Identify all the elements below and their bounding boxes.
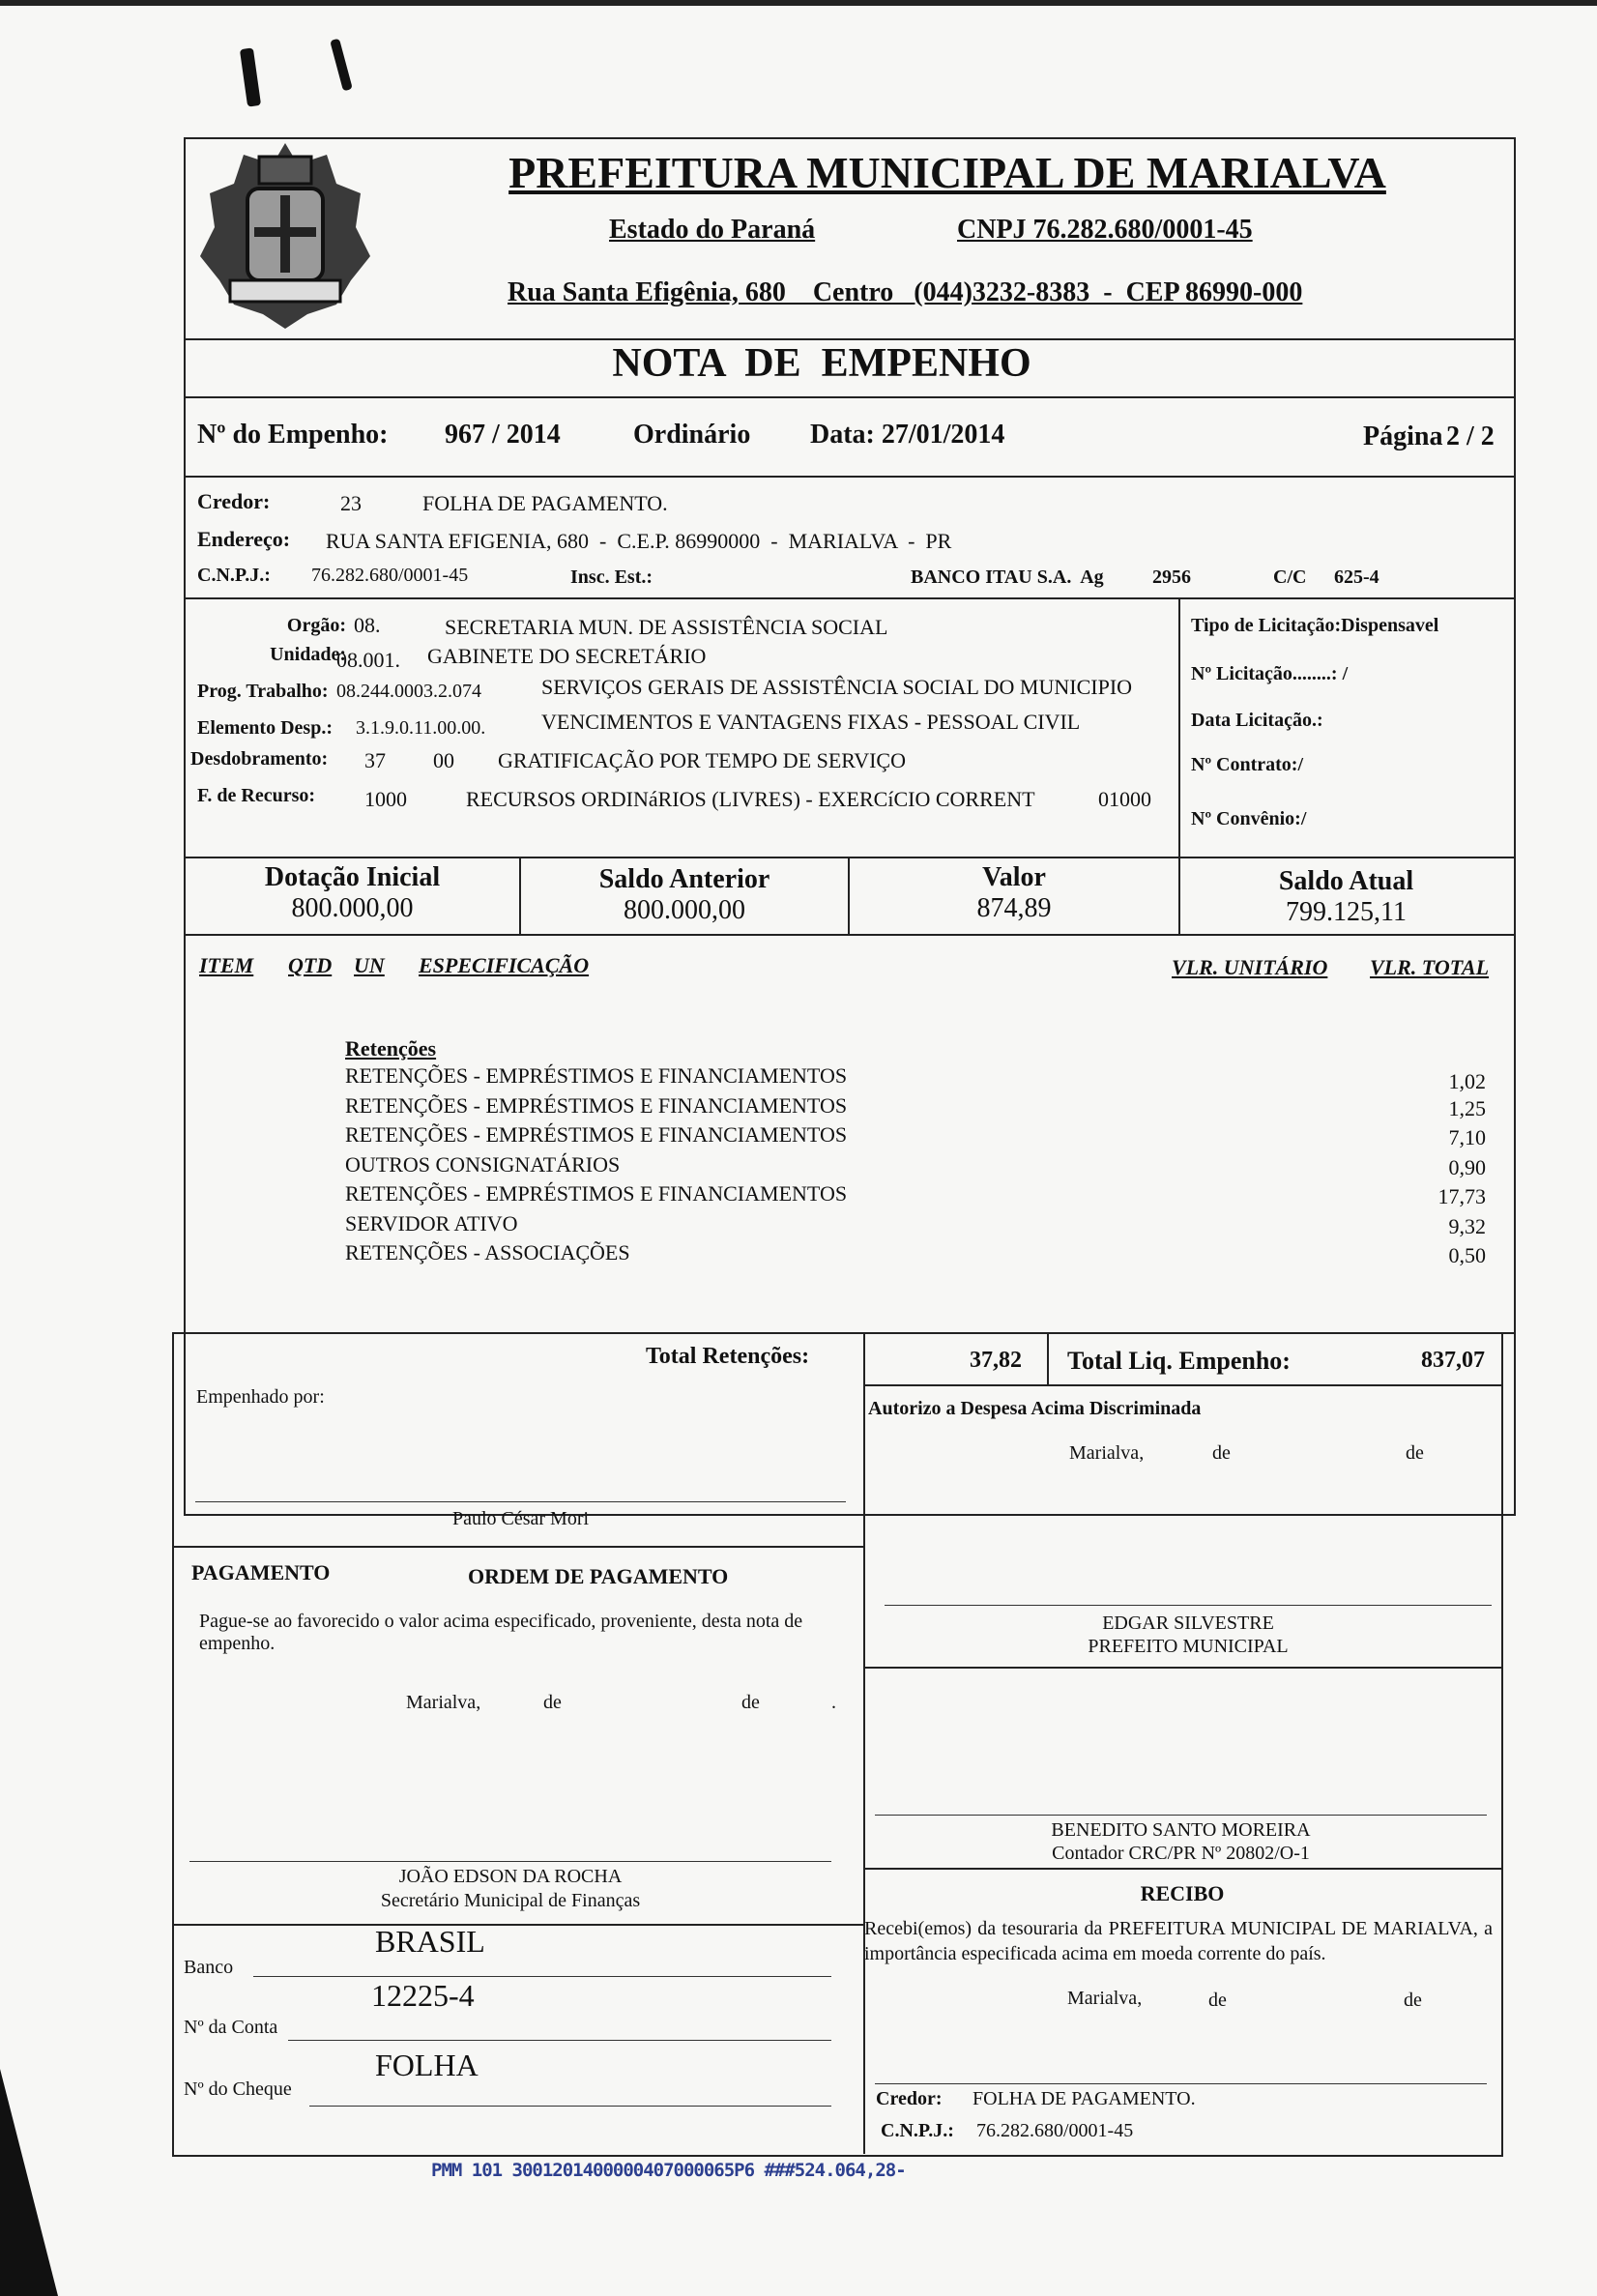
unidade-code: 08.001. — [336, 648, 400, 672]
divider — [1178, 597, 1180, 858]
insc-est-label: Insc. Est.: — [570, 567, 653, 588]
divider — [863, 1868, 1501, 1870]
list-item — [345, 1211, 1486, 1241]
date-de-2: de — [1406, 1442, 1424, 1464]
header-address: Rua Santa Efigênia, 680 Centro (044)3232-8383 - CEP 86990-000 — [508, 277, 1303, 307]
saldo-valor — [850, 862, 1178, 924]
prefeito-name: EDGAR SILVESTRE — [1102, 1613, 1274, 1634]
retencao-value: 1,02 — [1448, 1069, 1486, 1093]
contador-title: Contador CRC/PR Nº 20802/O-1 — [1052, 1843, 1310, 1864]
credor-name: FOLHA DE PAGAMENTO. — [422, 491, 668, 515]
contador-name: BENEDITO SANTO MOREIRA — [1051, 1819, 1311, 1841]
state-label: Estado do Paraná — [609, 215, 816, 245]
recurso-number: 01000 — [1098, 787, 1151, 811]
bank-name: BANCO ITAU S.A. Ag — [911, 567, 1104, 588]
recurso-name: RECURSOS ORDINáRIOS (LIVRES) - EXERCíCIO CORRENT — [466, 787, 1035, 811]
total-retencoes-label: Total Retenções: — [646, 1344, 810, 1369]
banco-label: Banco — [184, 1957, 234, 1978]
cheque-value: FOLHA — [375, 2048, 479, 2082]
recibo-cnpj-label: C.N.P.J.: — [881, 2120, 954, 2141]
data-licitacao: Data Licitação.: — [1191, 710, 1323, 731]
scan-top-bar — [0, 0, 1597, 6]
saldo-atual-label: Saldo Atual — [1278, 866, 1414, 896]
divider — [184, 597, 1514, 599]
prog-name: SERVIÇOS GERAIS DE ASSISTÊNCIA SOCIAL DO MUNICIPIO — [541, 675, 1133, 699]
saldo-atual-value: 799.125,11 — [1286, 897, 1407, 927]
empenho-number: 967 / 2014 — [445, 420, 561, 450]
list-item — [345, 1122, 1486, 1152]
signature-line — [885, 1605, 1492, 1606]
credor-cnpj: 76.282.680/0001-45 — [311, 565, 469, 586]
saldo-valor-label: Valor — [982, 862, 1046, 892]
prog-code: 08.244.0003.2.074 — [336, 681, 481, 702]
saldo-anterior — [521, 864, 848, 926]
form-frame-lower — [172, 1332, 1503, 2157]
numero-licitacao: Nº Licitação........: / — [1191, 663, 1349, 684]
cheque-line — [309, 2106, 831, 2107]
desdobramento-label: Desdobramento: — [190, 748, 329, 770]
empenho-date: Data: 27/01/2014 — [810, 420, 1005, 450]
total-retencoes-value: 37,82 — [970, 1348, 1022, 1373]
list-item — [345, 1063, 1486, 1093]
empenho-number-label: Nº do Empenho: — [197, 420, 389, 450]
conta-line — [288, 2040, 831, 2041]
divider — [172, 1546, 864, 1548]
elemento-name: VENCIMENTOS E VANTAGENS FIXAS - PESSOAL CIVIL — [541, 710, 1081, 734]
recibo-cnpj-value: 76.282.680/0001-45 — [976, 2120, 1134, 2141]
recibo-credor-label: Credor: — [876, 2088, 943, 2109]
divider — [184, 934, 1514, 936]
list-item — [345, 1181, 1486, 1211]
document-title: NOTA DE EMPENHO — [612, 341, 1031, 386]
col-vlr-total: VLR. TOTAL — [1370, 955, 1490, 979]
date-de-1: de — [1212, 1442, 1231, 1464]
retencao-desc: SERVIDOR ATIVO — [345, 1210, 518, 1235]
credor-address: RUA SANTA EFIGENIA, 680 - C.E.P. 86990000 - MARIALVA - PR — [326, 529, 952, 553]
scan-corner-mark — [0, 2069, 58, 2296]
divider — [184, 476, 1514, 478]
unidade-name: GABINETE DO SECRETÁRIO — [427, 644, 707, 668]
list-item — [345, 1240, 1486, 1270]
divider — [863, 1384, 1501, 1386]
desdobramento-sub: 00 — [433, 748, 454, 772]
col-vlr-unitario: VLR. UNITÁRIO — [1172, 955, 1328, 979]
municipal-crest-icon — [191, 135, 379, 334]
header-cnpj: CNPJ 76.282.680/0001-45 — [957, 215, 1253, 245]
orgao-code: 08. — [354, 613, 381, 637]
col-item: ITEM — [199, 953, 254, 977]
cc-label: C/C — [1273, 567, 1307, 588]
divider — [172, 1924, 864, 1926]
marialva-label: Marialva, — [1067, 1988, 1143, 2009]
signature-line — [875, 1815, 1487, 1816]
col-qtd: QTD — [288, 953, 333, 977]
saldo-dotacao — [186, 862, 519, 924]
recibo-credor-value: FOLHA DE PAGAMENTO. — [973, 2088, 1196, 2109]
prog-label: Prog. Trabalho: — [197, 681, 329, 702]
cc-value: 625-4 — [1334, 567, 1379, 588]
conta-value: 12225-4 — [371, 1978, 475, 2013]
divider — [184, 396, 1514, 398]
divider — [1047, 1332, 1049, 1384]
ordem-pagamento-label: ORDEM DE PAGAMENTO — [468, 1564, 729, 1588]
numero-contrato: Nº Contrato:/ — [1191, 754, 1304, 775]
marialva-label: Marialva, — [406, 1692, 481, 1713]
prefeito-title: PREFEITO MUNICIPAL — [1088, 1636, 1289, 1657]
retencao-value: 17,73 — [1437, 1184, 1486, 1208]
orgao-label: Orgão: — [286, 615, 346, 636]
retencoes-title: Retenções — [345, 1036, 437, 1061]
bank-agency: 2956 — [1152, 567, 1191, 588]
empenhado-por-name: Paulo César Mori — [451, 1508, 590, 1529]
retencao-desc: RETENÇÕES - ASSOCIAÇÕES — [345, 1240, 630, 1264]
credor-label: Credor: — [197, 489, 271, 513]
autorizo-label: Autorizo a Despesa Acima Discriminada — [868, 1398, 1202, 1419]
retencao-value: 0,90 — [1448, 1154, 1486, 1179]
saldo-dotacao-value: 800.000,00 — [291, 893, 414, 923]
recurso-label: F. de Recurso: — [197, 785, 316, 806]
retencao-value: 7,10 — [1448, 1125, 1486, 1149]
date-dot: . — [831, 1692, 836, 1713]
saldo-atual — [1180, 866, 1512, 928]
signature-line — [875, 2083, 1487, 2084]
tipo-licitacao: Tipo de Licitação:Dispensavel — [1191, 615, 1439, 636]
elemento-label: Elemento Desp.: — [197, 717, 333, 739]
empenho-type: Ordinário — [633, 420, 751, 450]
page-number: 2 / 2 — [1446, 421, 1495, 451]
col-especificacao: ESPECIFICAÇÃO — [419, 953, 590, 977]
cheque-label: Nº do Cheque — [184, 2078, 292, 2100]
list-item — [345, 1093, 1486, 1123]
credor-cnpj-label: C.N.P.J.: — [197, 565, 271, 586]
credor-address-label: Endereço: — [197, 527, 291, 551]
date-de-1: de — [543, 1692, 562, 1713]
total-liquido-label: Total Liq. Empenho: — [1067, 1347, 1291, 1375]
retencao-desc: RETENÇÕES - EMPRÉSTIMOS E FINANCIAMENTOS — [345, 1063, 848, 1088]
retencao-value: 1,25 — [1448, 1095, 1486, 1120]
credor-code: 23 — [340, 491, 362, 515]
total-liquido-value: 837,07 — [1421, 1348, 1485, 1373]
desdobramento-name: GRATIFICAÇÃO POR TEMPO DE SERVIÇO — [498, 748, 906, 772]
machine-validation-code: PMM 101 3001201400000407000065P6 ###524.064,28- — [431, 2160, 906, 2181]
divider — [184, 1332, 1514, 1334]
desdobramento-code: 37 — [364, 748, 386, 772]
scan-punch-mark — [240, 47, 261, 106]
retencao-desc: OUTROS CONSIGNATÁRIOS — [345, 1151, 621, 1177]
scan-punch-mark — [330, 39, 353, 92]
numero-convenio: Nº Convênio:/ — [1191, 808, 1307, 829]
retencoes-list — [345, 1063, 1486, 1270]
recibo-title: RECIBO — [1140, 1881, 1225, 1905]
divider — [863, 1332, 865, 2154]
conta-label: Nº da Conta — [184, 2017, 278, 2038]
retencao-desc: RETENÇÕES - EMPRÉSTIMOS E FINANCIAMENTOS — [345, 1092, 848, 1118]
page-label: Página — [1363, 421, 1443, 451]
elemento-code: 3.1.9.0.11.00.00. — [356, 717, 486, 739]
recurso-code: 1000 — [364, 787, 407, 811]
retencao-desc: RETENÇÕES - EMPRÉSTIMOS E FINANCIAMENTOS — [345, 1122, 848, 1147]
recibo-text: Recebi(emos) da tesouraria da PREFEITURA MUNICIPAL DE MARIALVA, a importância especificada acima em moeda corrente do país. — [864, 1918, 1493, 1964]
retencao-desc: RETENÇÕES - EMPRÉSTIMOS E FINANCIAMENTOS — [345, 1181, 848, 1206]
signature-line — [189, 1861, 831, 1862]
banco-value: BRASIL — [375, 1924, 485, 1959]
retencao-value: 9,32 — [1448, 1213, 1486, 1238]
ordem-text: Pague-se ao favorecido o valor acima especificado, proveniente, desta nota de empenho. — [199, 1611, 803, 1654]
saldo-anterior-value: 800.000,00 — [624, 895, 745, 925]
date-de-4: de — [1404, 1990, 1422, 2011]
saldo-dotacao-label: Dotação Inicial — [264, 862, 441, 892]
list-item — [345, 1152, 1486, 1182]
secretario-name: JOÃO EDSON DA ROCHA — [398, 1866, 623, 1887]
date-de-3: de — [1208, 1990, 1227, 2011]
marialva-label: Marialva, — [1069, 1442, 1145, 1464]
saldo-valor-value: 874,89 — [976, 893, 1052, 923]
pagamento-label: PAGAMENTO — [191, 1560, 331, 1584]
divider — [863, 1667, 1501, 1669]
banco-line — [253, 1976, 831, 1977]
empenhado-por-label: Empenhado por: — [196, 1386, 325, 1408]
retencao-value: 0,50 — [1448, 1243, 1486, 1267]
page-title: PREFEITURA MUNICIPAL DE MARIALVA — [508, 148, 1386, 197]
unidade-label: Unidade: — [270, 644, 346, 665]
signature-line — [195, 1501, 846, 1502]
saldo-anterior-label: Saldo Anterior — [598, 864, 770, 894]
secretario-title: Secretário Municipal de Finanças — [380, 1890, 641, 1911]
col-un: UN — [354, 953, 385, 977]
date-de-2: de — [741, 1692, 760, 1713]
orgao-name: SECRETARIA MUN. DE ASSISTÊNCIA SOCIAL — [445, 615, 888, 639]
